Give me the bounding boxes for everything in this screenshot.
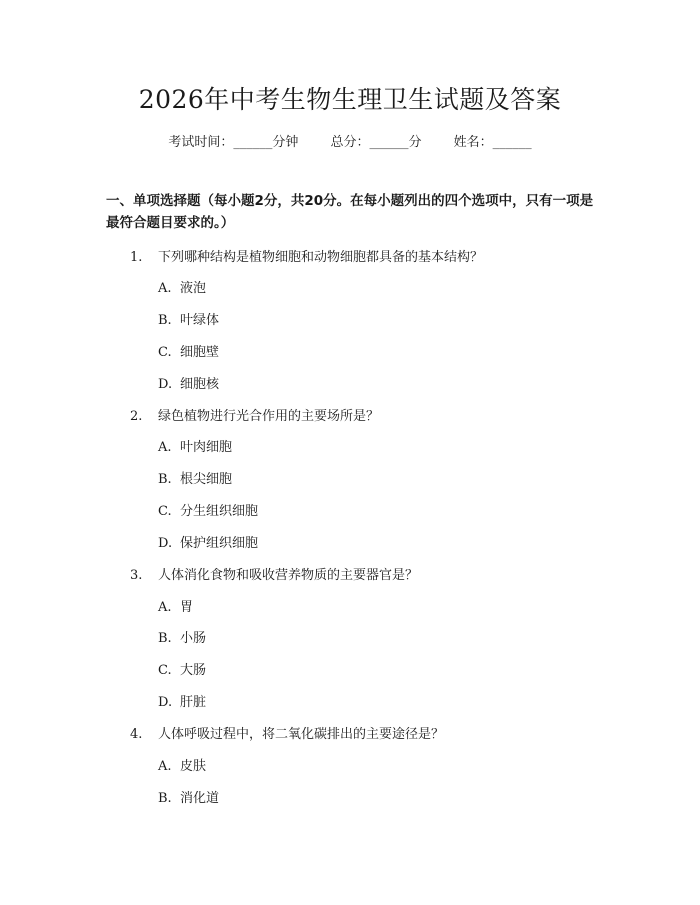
option-text: 叶肉细胞 <box>180 440 233 455</box>
option-letter: B. <box>158 472 172 487</box>
option-letter: C. <box>158 504 172 519</box>
question-number: 3. <box>130 568 143 583</box>
question-1 <box>130 246 483 265</box>
student-name-field: 姓名：______ <box>453 135 532 150</box>
option-text: 根尖细胞 <box>180 472 233 487</box>
option-item <box>158 691 206 710</box>
option-letter: A. <box>158 759 172 774</box>
option-text: 保护组织细胞 <box>180 536 259 551</box>
question-text: 人体呼吸过程中，将二氧化碳排出的主要途径是？ <box>158 727 445 742</box>
option-letter: B. <box>158 791 172 806</box>
option-item <box>158 468 232 487</box>
option-item <box>158 341 219 360</box>
option-text: 叶绿体 <box>180 313 220 328</box>
question-number: 2. <box>130 409 143 424</box>
option-item <box>158 309 219 328</box>
option-letter: B. <box>158 631 172 646</box>
exam-time-field: 考试时间：______分钟 <box>168 135 299 150</box>
option-letter: D. <box>158 695 173 710</box>
option-item <box>158 436 232 455</box>
option-text: 细胞壁 <box>180 345 220 360</box>
question-text: 下列哪种结构是植物细胞和动物细胞都具备的基本结构？ <box>158 250 484 265</box>
option-item <box>158 277 206 296</box>
option-text: 细胞核 <box>180 377 220 392</box>
option-text: 肝脏 <box>180 695 207 710</box>
option-item <box>158 755 206 774</box>
option-text: 小肠 <box>180 631 207 646</box>
option-text: 胃 <box>180 600 194 615</box>
option-letter: C. <box>158 663 172 678</box>
option-item <box>158 532 258 551</box>
option-text: 分生组织细胞 <box>180 504 259 519</box>
question-text: 人体消化食物和吸收营养物质的主要器官是？ <box>158 568 419 583</box>
option-letter: D. <box>158 377 173 392</box>
exam-meta <box>0 131 700 150</box>
option-letter: A. <box>158 281 172 296</box>
option-text: 消化道 <box>180 791 220 806</box>
option-item <box>158 787 219 806</box>
option-letter: A. <box>158 600 172 615</box>
question-2 <box>130 405 379 424</box>
option-letter: D. <box>158 536 173 551</box>
option-letter: A. <box>158 440 172 455</box>
question-number: 1. <box>130 250 143 265</box>
section-heading-single-choice: 一、单项选择题（每小题2分，共20分。在每小题列出的四个选项中，只有一项是最符合题目要求的。） <box>106 193 594 231</box>
option-letter: C. <box>158 345 172 360</box>
option-text: 液泡 <box>180 281 207 296</box>
option-text: 皮肤 <box>180 759 207 774</box>
question-3 <box>130 564 418 583</box>
page-title: 2026年中考生物生理卫生试题及答案 <box>138 85 562 114</box>
option-item <box>158 373 219 392</box>
option-item <box>158 659 206 678</box>
option-item <box>158 596 193 615</box>
option-item <box>158 500 258 519</box>
question-number: 4. <box>130 727 143 742</box>
question-4 <box>130 723 444 742</box>
question-text: 绿色植物进行光合作用的主要场所是？ <box>158 409 380 424</box>
option-item <box>158 627 206 646</box>
option-text: 大肠 <box>180 663 207 678</box>
option-letter: B. <box>158 313 172 328</box>
total-score-field: 总分：______分 <box>330 135 422 150</box>
